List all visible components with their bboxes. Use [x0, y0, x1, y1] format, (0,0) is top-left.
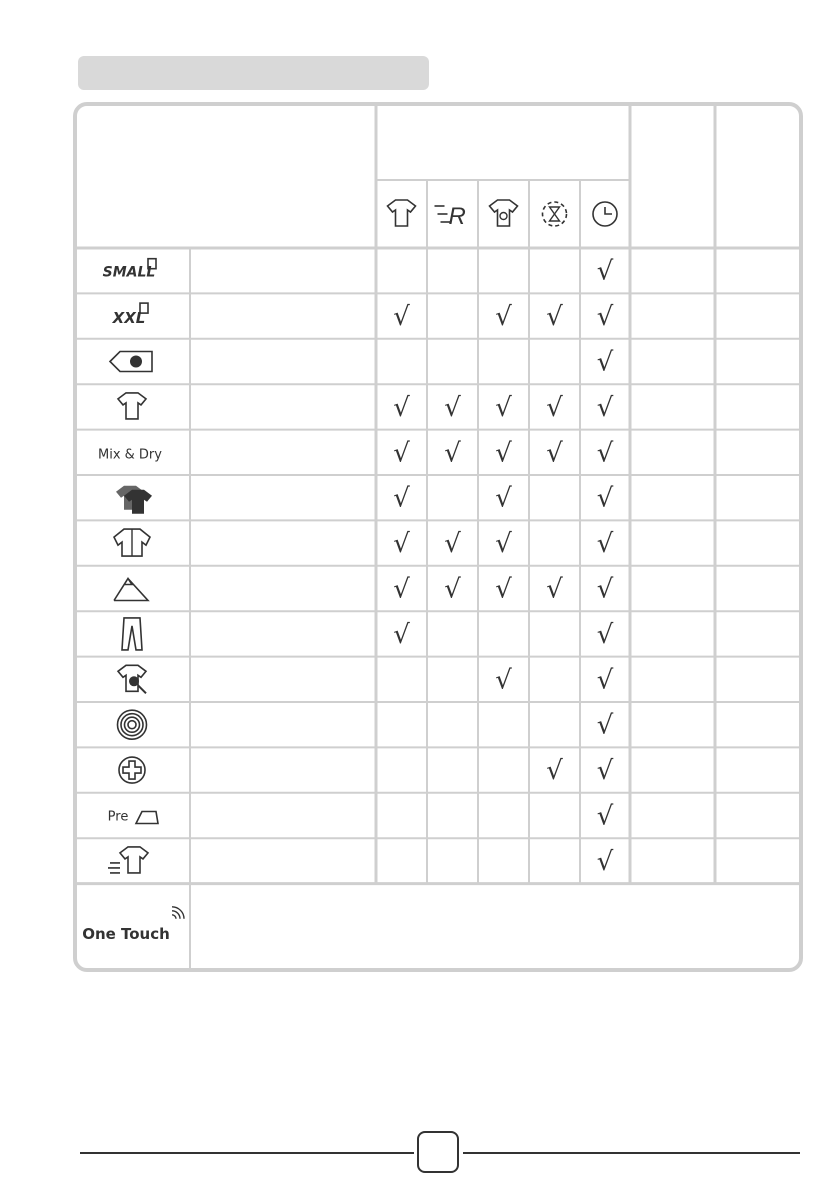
- one-touch-icon: [172, 907, 184, 919]
- footer-rule-left: [80, 1152, 414, 1154]
- check-mark: √: [596, 801, 614, 832]
- check-mark: √: [495, 483, 512, 514]
- check-mark: √: [444, 392, 461, 423]
- check-mark: √: [495, 438, 512, 469]
- check-mark: √: [546, 392, 563, 423]
- wool-icon: [118, 710, 147, 739]
- check-mark: √: [495, 302, 512, 333]
- program-label: SMALL: [102, 264, 156, 281]
- check-mark: √: [393, 392, 410, 423]
- check-mark: √: [596, 846, 614, 877]
- jeans-icon: [122, 618, 142, 650]
- xxl-load-icon: [112, 303, 148, 327]
- check-mark: √: [495, 665, 512, 696]
- shirts-icon: [114, 529, 150, 556]
- small-load-icon: [103, 259, 156, 281]
- refresh-icon: [108, 847, 148, 873]
- program-label: Pre: [107, 809, 129, 825]
- check-mark: √: [596, 574, 614, 605]
- check-mark: √: [546, 574, 563, 605]
- check-mark: √: [546, 438, 563, 469]
- check-mark: √: [393, 483, 410, 514]
- check-mark: √: [393, 438, 410, 469]
- hygiene-icon: [119, 757, 145, 783]
- option-label: R: [448, 203, 466, 230]
- synthetics-icon: [114, 579, 148, 601]
- check-mark: √: [596, 619, 614, 650]
- dryness-level-icon: [490, 200, 518, 226]
- anti-crease-icon: [388, 200, 416, 226]
- check-mark: √: [495, 392, 512, 423]
- program-label: XXL: [112, 309, 146, 328]
- dry-time-icon: [543, 202, 567, 226]
- check-mark: √: [546, 756, 563, 787]
- pre-iron-icon: [108, 810, 158, 825]
- footer-rule-right: [463, 1152, 800, 1154]
- cotton-icon: [110, 352, 152, 372]
- check-mark: √: [596, 665, 614, 696]
- check-mark: √: [596, 710, 614, 741]
- check-mark: √: [596, 347, 614, 378]
- easy-care-icon: [118, 393, 146, 419]
- check-mark: √: [495, 529, 512, 560]
- check-mark: √: [596, 302, 614, 333]
- rapid-icon: [435, 203, 466, 230]
- one-touch-label: One Touch: [82, 924, 170, 943]
- check-mark: √: [596, 438, 614, 469]
- check-mark: √: [596, 392, 614, 423]
- check-mark: √: [444, 574, 461, 605]
- check-mark: √: [596, 256, 614, 287]
- check-mark: √: [393, 529, 410, 560]
- check-mark: √: [393, 619, 410, 650]
- check-mark: √: [393, 574, 410, 605]
- check-mark: √: [596, 483, 614, 514]
- check-mark: √: [596, 529, 614, 560]
- program-label: Mix & Dry: [98, 447, 162, 463]
- delay-start-icon: [593, 202, 617, 226]
- check-mark: √: [546, 302, 563, 333]
- mix-dry-icon: [98, 447, 162, 462]
- mixed-colours-icon: [116, 486, 152, 514]
- check-mark: √: [393, 302, 410, 333]
- check-mark: √: [444, 438, 461, 469]
- check-mark: √: [444, 529, 461, 560]
- sport-icon: [118, 665, 146, 693]
- check-mark: √: [495, 574, 512, 605]
- page-number-box: [417, 1131, 459, 1173]
- check-mark: √: [596, 756, 614, 787]
